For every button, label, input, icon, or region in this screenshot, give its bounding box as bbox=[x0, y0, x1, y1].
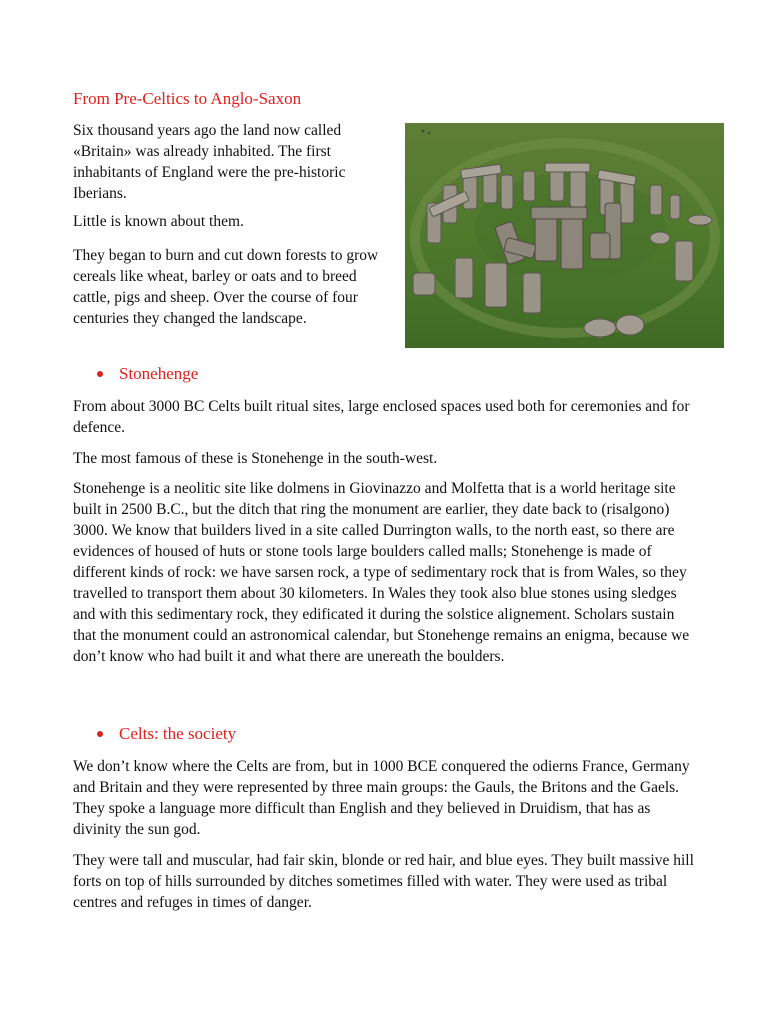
intro-paragraph-1: Six thousand years ago the land now called «Britain» was already inhabited. The first inhabitants of England were the pre-historic Iberians. bbox=[73, 122, 346, 202]
bullet-dot bbox=[97, 731, 103, 737]
section-heading-stonehenge bbox=[97, 362, 198, 386]
bullet-dot bbox=[97, 371, 103, 377]
section-heading-text: Stonehenge bbox=[119, 364, 199, 383]
stonehenge-photo bbox=[405, 123, 724, 348]
celts-paragraph-2: They were tall and muscular, had fair skin, blonde or red hair, and blue eyes. They built massive hill forts on top of hills surrounded by ditches sometimes filled with water. They were used as tribal centres and refuges in times of danger. bbox=[73, 852, 694, 911]
intro-paragraph-2: Little is known about them. bbox=[73, 213, 244, 230]
section-heading-celts bbox=[97, 722, 236, 746]
section-heading-text: Celts: the society bbox=[119, 724, 237, 743]
stonehenge-illustration bbox=[405, 123, 724, 348]
stonehenge-paragraph-1: From about 3000 BC Celts built ritual sites, large enclosed spaces used both for ceremonies and for defence. bbox=[73, 398, 690, 436]
stonehenge-paragraph-3: Stonehenge is a neolitic site like dolmens in Giovinazzo and Molfetta that is a world heritage site built in 2500 B.C., but the ditch that ring the monument are earlier, they date back to (risalgono) 3000. We know that builders lived in a site called Durrington walls, to the north east, so there are evidences of housed of huts or stone tools large boulders called malls; Stonehenge is made of different kinds of rock: we have sarsen rock, a type of sedimentary rock that is from Wales, so they travelled to transport them about 30 kilometers. In Wales they took also blue stones using sledges and with this sedimentary rock, they edificated it during the solstice alignement. Scholars sustain that the monument could an astronomical calendar, but Stonehenge remains an enigma, because we don’t know who had built it and what there are unereath the boulders. bbox=[73, 480, 690, 665]
page-title: From Pre-Celtics to Anglo-Saxon bbox=[73, 89, 302, 108]
intro-paragraph-3: They began to burn and cut down forests to grow cereals like wheat, barley or oats and to breed cattle, pigs and sheep. Over the course of four centuries they changed the landscape. bbox=[73, 247, 379, 327]
celts-paragraph-1: We don’t know where the Celts are from, but in 1000 BCE conquered the odierns France, Germany and Britain and they were represented by three main groups: the Gauls, the Britons and the Gaels. They spoke a language more difficult than English and they believed in Druidism, that has as divinity the sun god. bbox=[73, 758, 690, 838]
stonehenge-paragraph-2: The most famous of these is Stonehenge in the south-west. bbox=[73, 450, 438, 467]
